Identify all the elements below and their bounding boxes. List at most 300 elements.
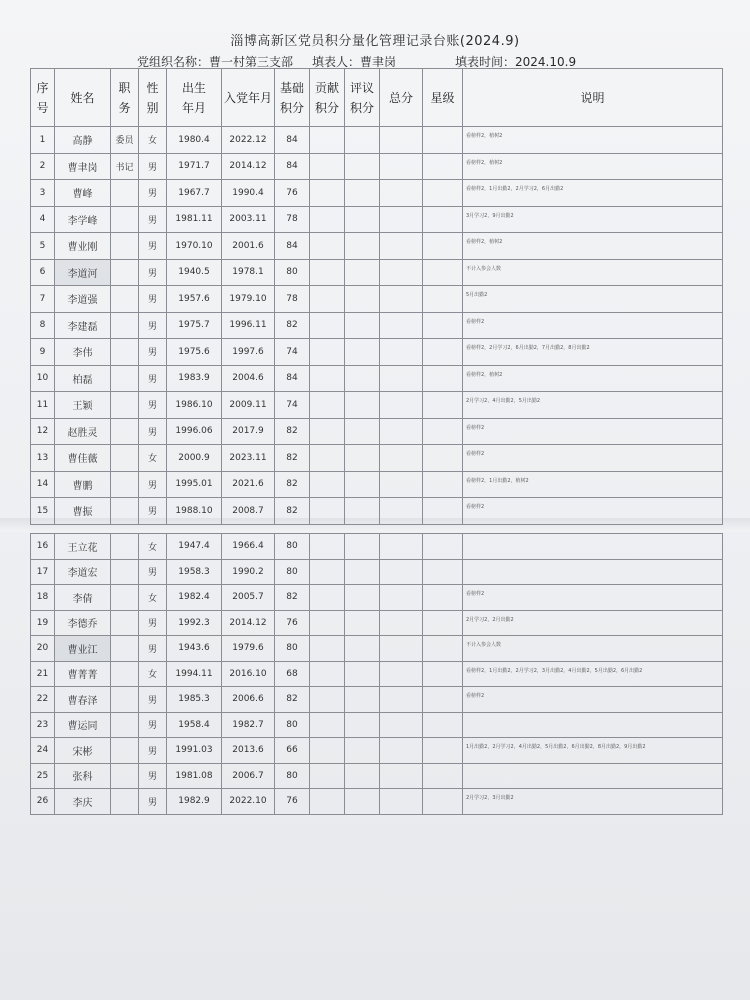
row-contrib: [310, 286, 345, 313]
row-contrib: [310, 365, 345, 392]
row-name: 柏磊: [55, 365, 111, 392]
row-total: [380, 339, 423, 366]
row-gender: 男: [139, 498, 167, 525]
row-total: [380, 418, 423, 445]
row-contrib: [310, 418, 345, 445]
row-contrib: [310, 233, 345, 260]
row-contrib: [310, 259, 345, 286]
row-join: 2022.12: [222, 127, 275, 154]
row-index: 1: [31, 127, 55, 154]
row-base: 84: [275, 153, 310, 180]
row-index: 25: [31, 763, 55, 789]
header-name: 姓名: [55, 69, 111, 127]
table-row: [31, 610, 723, 636]
row-note: 看榜样2，植树2: [463, 233, 723, 260]
row-contrib: [310, 687, 345, 713]
row-note: 看榜样2，1月出勤2，2月学习2，6月出勤2: [463, 180, 723, 207]
table-row: [31, 636, 723, 662]
row-gender: 女: [139, 661, 167, 687]
row-contrib: [310, 471, 345, 498]
row-star: [423, 763, 463, 789]
row-name: 李道强: [55, 286, 111, 313]
row-name: 王颖: [55, 392, 111, 419]
row-name: 曹佳薇: [55, 445, 111, 472]
row-star: [423, 339, 463, 366]
row-review: [345, 233, 380, 260]
row-index: 9: [31, 339, 55, 366]
document-title: 淄博高新区党员积分量化管理记录台账(2024.9): [230, 34, 520, 49]
row-position: [111, 180, 139, 207]
row-review: [345, 585, 380, 611]
row-birth: 1980.4: [167, 127, 222, 154]
row-gender: 男: [139, 365, 167, 392]
row-base: 80: [275, 534, 310, 560]
row-birth: 1947.4: [167, 534, 222, 560]
row-name: 曹业刚: [55, 233, 111, 260]
filler-label: 填表人：: [312, 55, 361, 69]
row-name: 曹峰: [55, 180, 111, 207]
row-birth: 1996.06: [167, 418, 222, 445]
row-index: 8: [31, 312, 55, 339]
row-review: [345, 418, 380, 445]
row-note: 看榜样2，1月出勤2，2月学习2，3月出勤2，4月出勤2，5月出勤2，6月出勤2: [463, 661, 723, 687]
row-gender: 男: [139, 610, 167, 636]
row-index: 26: [31, 789, 55, 815]
table-row: [31, 498, 723, 525]
row-base: 80: [275, 763, 310, 789]
row-position: [111, 286, 139, 313]
row-name: 曹菁菁: [55, 661, 111, 687]
table-row: [31, 153, 723, 180]
row-gender: 男: [139, 738, 167, 764]
row-note: 3月学习2，9月出勤2: [463, 206, 723, 233]
row-birth: 2000.9: [167, 445, 222, 472]
row-position: [111, 585, 139, 611]
row-base: 82: [275, 445, 310, 472]
row-star: [423, 789, 463, 815]
row-index: 14: [31, 471, 55, 498]
row-contrib: [310, 610, 345, 636]
row-join: 2013.6: [222, 738, 275, 764]
row-name: 李道宏: [55, 559, 111, 585]
row-join: 1996.11: [222, 312, 275, 339]
table-row: [31, 687, 723, 713]
row-name: 李道河: [55, 259, 111, 286]
row-review: [345, 312, 380, 339]
row-base: 80: [275, 559, 310, 585]
row-review: [345, 206, 380, 233]
row-gender: 男: [139, 259, 167, 286]
row-index: 10: [31, 365, 55, 392]
row-base: 82: [275, 471, 310, 498]
row-position: 书记: [111, 153, 139, 180]
row-star: [423, 471, 463, 498]
row-position: [111, 392, 139, 419]
table-row: [31, 418, 723, 445]
row-name: 曹鹏: [55, 471, 111, 498]
row-total: [380, 206, 423, 233]
row-note: 看榜样2: [463, 687, 723, 713]
row-star: [423, 636, 463, 662]
table-row: [31, 312, 723, 339]
row-index: 2: [31, 153, 55, 180]
row-note: 看榜样2，1月出勤2，植树2: [463, 471, 723, 498]
row-position: [111, 610, 139, 636]
row-total: [380, 498, 423, 525]
row-join: 2003.11: [222, 206, 275, 233]
row-gender: 男: [139, 636, 167, 662]
row-index: 7: [31, 286, 55, 313]
row-note: [463, 712, 723, 738]
row-contrib: [310, 339, 345, 366]
row-review: [345, 498, 380, 525]
row-base: 84: [275, 365, 310, 392]
row-position: [111, 365, 139, 392]
row-total: [380, 286, 423, 313]
row-review: [345, 471, 380, 498]
row-name: 高静: [55, 127, 111, 154]
row-gender: 女: [139, 445, 167, 472]
row-base: 82: [275, 687, 310, 713]
row-star: [423, 445, 463, 472]
table-row: [31, 738, 723, 764]
row-index: 15: [31, 498, 55, 525]
row-birth: 1958.4: [167, 712, 222, 738]
row-index: 23: [31, 712, 55, 738]
row-base: 80: [275, 636, 310, 662]
row-name: 张科: [55, 763, 111, 789]
row-index: 17: [31, 559, 55, 585]
row-total: [380, 259, 423, 286]
row-birth: 1992.3: [167, 610, 222, 636]
row-contrib: [310, 789, 345, 815]
row-gender: 男: [139, 763, 167, 789]
row-gender: 男: [139, 687, 167, 713]
row-index: 11: [31, 392, 55, 419]
row-total: [380, 153, 423, 180]
row-birth: 1986.10: [167, 392, 222, 419]
row-name: 宋彬: [55, 738, 111, 764]
row-name: 李学峰: [55, 206, 111, 233]
row-name: 李建磊: [55, 312, 111, 339]
table-row: [31, 206, 723, 233]
row-birth: 1982.9: [167, 789, 222, 815]
table-row: [31, 534, 723, 560]
row-star: [423, 738, 463, 764]
row-note: 看榜样2，植树2: [463, 127, 723, 154]
row-birth: 1975.7: [167, 312, 222, 339]
row-birth: 1981.11: [167, 206, 222, 233]
row-contrib: [310, 312, 345, 339]
row-contrib: [310, 498, 345, 525]
row-total: [380, 365, 423, 392]
row-star: [423, 498, 463, 525]
row-position: [111, 418, 139, 445]
row-join: 2009.11: [222, 392, 275, 419]
org-value: 曹一村第三支部: [209, 55, 294, 69]
row-name: 曹振: [55, 498, 111, 525]
row-join: 2001.6: [222, 233, 275, 260]
row-base: 78: [275, 206, 310, 233]
row-note: 不计入参会人数: [463, 259, 723, 286]
row-review: [345, 738, 380, 764]
row-contrib: [310, 712, 345, 738]
row-star: [423, 661, 463, 687]
row-birth: 1971.7: [167, 153, 222, 180]
header-note: 说明: [463, 69, 723, 127]
table-row: [31, 712, 723, 738]
row-note: 看榜样2: [463, 418, 723, 445]
table-header-row: [31, 69, 723, 127]
row-base: 80: [275, 259, 310, 286]
row-name: 曹业江: [55, 636, 111, 662]
row-index: 21: [31, 661, 55, 687]
row-gender: 男: [139, 789, 167, 815]
row-name: 王立花: [55, 534, 111, 560]
row-review: [345, 534, 380, 560]
row-birth: 1967.7: [167, 180, 222, 207]
row-total: [380, 559, 423, 585]
row-contrib: [310, 636, 345, 662]
row-birth: 1991.03: [167, 738, 222, 764]
row-gender: 男: [139, 418, 167, 445]
row-star: [423, 418, 463, 445]
table-row: [31, 259, 723, 286]
row-gender: 男: [139, 206, 167, 233]
row-review: [345, 153, 380, 180]
row-join: 2023.11: [222, 445, 275, 472]
row-total: [380, 789, 423, 815]
row-total: [380, 445, 423, 472]
row-total: [380, 534, 423, 560]
row-total: [380, 127, 423, 154]
row-contrib: [310, 534, 345, 560]
row-base: 76: [275, 180, 310, 207]
row-base: 82: [275, 312, 310, 339]
row-total: [380, 180, 423, 207]
row-join: 1982.7: [222, 712, 275, 738]
row-birth: 1994.11: [167, 661, 222, 687]
row-name: 曹聿岗: [55, 153, 111, 180]
row-note: [463, 534, 723, 560]
row-gender: 男: [139, 559, 167, 585]
row-position: [111, 687, 139, 713]
table-row: [31, 365, 723, 392]
row-star: [423, 712, 463, 738]
date-value: 2024.10.9: [515, 55, 577, 69]
row-note: 看榜样2，植树2: [463, 365, 723, 392]
row-join: 1979.6: [222, 636, 275, 662]
row-gender: 男: [139, 471, 167, 498]
table-row: [31, 585, 723, 611]
row-contrib: [310, 127, 345, 154]
row-base: 84: [275, 233, 310, 260]
row-position: [111, 712, 139, 738]
row-gender: 男: [139, 339, 167, 366]
row-join: 2004.6: [222, 365, 275, 392]
row-index: 19: [31, 610, 55, 636]
row-index: 16: [31, 534, 55, 560]
row-base: 76: [275, 610, 310, 636]
row-total: [380, 233, 423, 260]
row-star: [423, 206, 463, 233]
row-index: 12: [31, 418, 55, 445]
row-contrib: [310, 153, 345, 180]
row-star: [423, 259, 463, 286]
row-index: 6: [31, 259, 55, 286]
row-position: [111, 206, 139, 233]
row-review: [345, 610, 380, 636]
row-star: [423, 365, 463, 392]
header-idx: 序号: [31, 69, 55, 127]
row-review: [345, 687, 380, 713]
row-base: 80: [275, 712, 310, 738]
row-index: 22: [31, 687, 55, 713]
row-birth: 1957.6: [167, 286, 222, 313]
row-join: 2016.10: [222, 661, 275, 687]
row-total: [380, 636, 423, 662]
row-total: [380, 471, 423, 498]
row-note: 看榜样2，2月学习2，6月出勤2，7月出勤2，8月出勤2: [463, 339, 723, 366]
row-total: [380, 585, 423, 611]
row-index: 24: [31, 738, 55, 764]
row-join: 2017.9: [222, 418, 275, 445]
row-total: [380, 392, 423, 419]
row-gender: 男: [139, 153, 167, 180]
row-review: [345, 339, 380, 366]
table-row: [31, 559, 723, 585]
row-birth: 1958.3: [167, 559, 222, 585]
row-name: 李庆: [55, 789, 111, 815]
header-gender: 性别: [139, 69, 167, 127]
row-contrib: [310, 585, 345, 611]
table-row: [31, 233, 723, 260]
row-review: [345, 559, 380, 585]
row-index: 4: [31, 206, 55, 233]
row-position: [111, 534, 139, 560]
table-row: [31, 392, 723, 419]
row-position: [111, 445, 139, 472]
row-join: 1997.6: [222, 339, 275, 366]
row-note: 看榜样2: [463, 312, 723, 339]
header-star: 星级: [423, 69, 463, 127]
row-star: [423, 233, 463, 260]
row-review: [345, 661, 380, 687]
row-base: 68: [275, 661, 310, 687]
row-index: 5: [31, 233, 55, 260]
header-birth: 出生年月: [167, 69, 222, 127]
row-contrib: [310, 206, 345, 233]
row-contrib: [310, 738, 345, 764]
header-base: 基础积分: [275, 69, 310, 127]
row-base: 78: [275, 286, 310, 313]
row-total: [380, 763, 423, 789]
row-position: [111, 498, 139, 525]
filler-value: 曹聿岗: [360, 55, 397, 69]
row-note: 2月学习2，3月出勤2: [463, 789, 723, 815]
row-contrib: [310, 763, 345, 789]
row-total: [380, 312, 423, 339]
row-join: 2021.6: [222, 471, 275, 498]
row-contrib: [310, 392, 345, 419]
row-contrib: [310, 445, 345, 472]
row-position: [111, 559, 139, 585]
row-join: 2006.6: [222, 687, 275, 713]
row-birth: 1982.4: [167, 585, 222, 611]
row-position: [111, 789, 139, 815]
row-join: 1990.2: [222, 559, 275, 585]
org-label: 党组织名称：: [137, 55, 210, 69]
row-star: [423, 153, 463, 180]
header-total: 总分: [380, 69, 423, 127]
row-star: [423, 286, 463, 313]
header-review: 评议积分: [345, 69, 380, 127]
row-index: 13: [31, 445, 55, 472]
row-birth: 1988.10: [167, 498, 222, 525]
row-birth: 1981.08: [167, 763, 222, 789]
row-note: 看榜样2: [463, 585, 723, 611]
date-label: 填表时间：: [455, 55, 516, 69]
table-row: [31, 286, 723, 313]
table-row: [31, 789, 723, 815]
row-star: [423, 559, 463, 585]
row-name: 曹运同: [55, 712, 111, 738]
row-birth: 1985.3: [167, 687, 222, 713]
row-base: 84: [275, 127, 310, 154]
row-position: [111, 763, 139, 789]
table-row: [31, 661, 723, 687]
row-join: 2022.10: [222, 789, 275, 815]
row-birth: 1970.10: [167, 233, 222, 260]
row-gender: 男: [139, 180, 167, 207]
row-total: [380, 610, 423, 636]
row-birth: 1943.6: [167, 636, 222, 662]
row-note: 1月出勤2，2月学习2，4月出勤2，5月出勤2，6月出勤2，8月出勤2，9月出勤2: [463, 738, 723, 764]
row-note: [463, 559, 723, 585]
row-base: 76: [275, 789, 310, 815]
row-star: [423, 312, 463, 339]
row-review: [345, 445, 380, 472]
row-review: [345, 763, 380, 789]
row-base: 82: [275, 418, 310, 445]
row-star: [423, 392, 463, 419]
row-base: 74: [275, 392, 310, 419]
row-birth: 1995.01: [167, 471, 222, 498]
table-row: [31, 471, 723, 498]
row-gender: 男: [139, 233, 167, 260]
row-base: 82: [275, 585, 310, 611]
table-row: [31, 127, 723, 154]
table-row: [31, 445, 723, 472]
row-position: [111, 636, 139, 662]
row-review: [345, 259, 380, 286]
row-total: [380, 661, 423, 687]
header-contrib: 贡献积分: [310, 69, 345, 127]
row-join: 2006.7: [222, 763, 275, 789]
row-gender: 男: [139, 712, 167, 738]
row-join: 2014.12: [222, 610, 275, 636]
row-note: 2月学习2，2月出勤2: [463, 610, 723, 636]
row-join: 2014.12: [222, 153, 275, 180]
ledger-table-bottom: [30, 533, 723, 815]
row-birth: 1975.6: [167, 339, 222, 366]
row-review: [345, 392, 380, 419]
row-join: 1966.4: [222, 534, 275, 560]
row-position: 委员: [111, 127, 139, 154]
header-join: 入党年月: [222, 69, 275, 127]
row-birth: 1983.9: [167, 365, 222, 392]
row-position: [111, 339, 139, 366]
